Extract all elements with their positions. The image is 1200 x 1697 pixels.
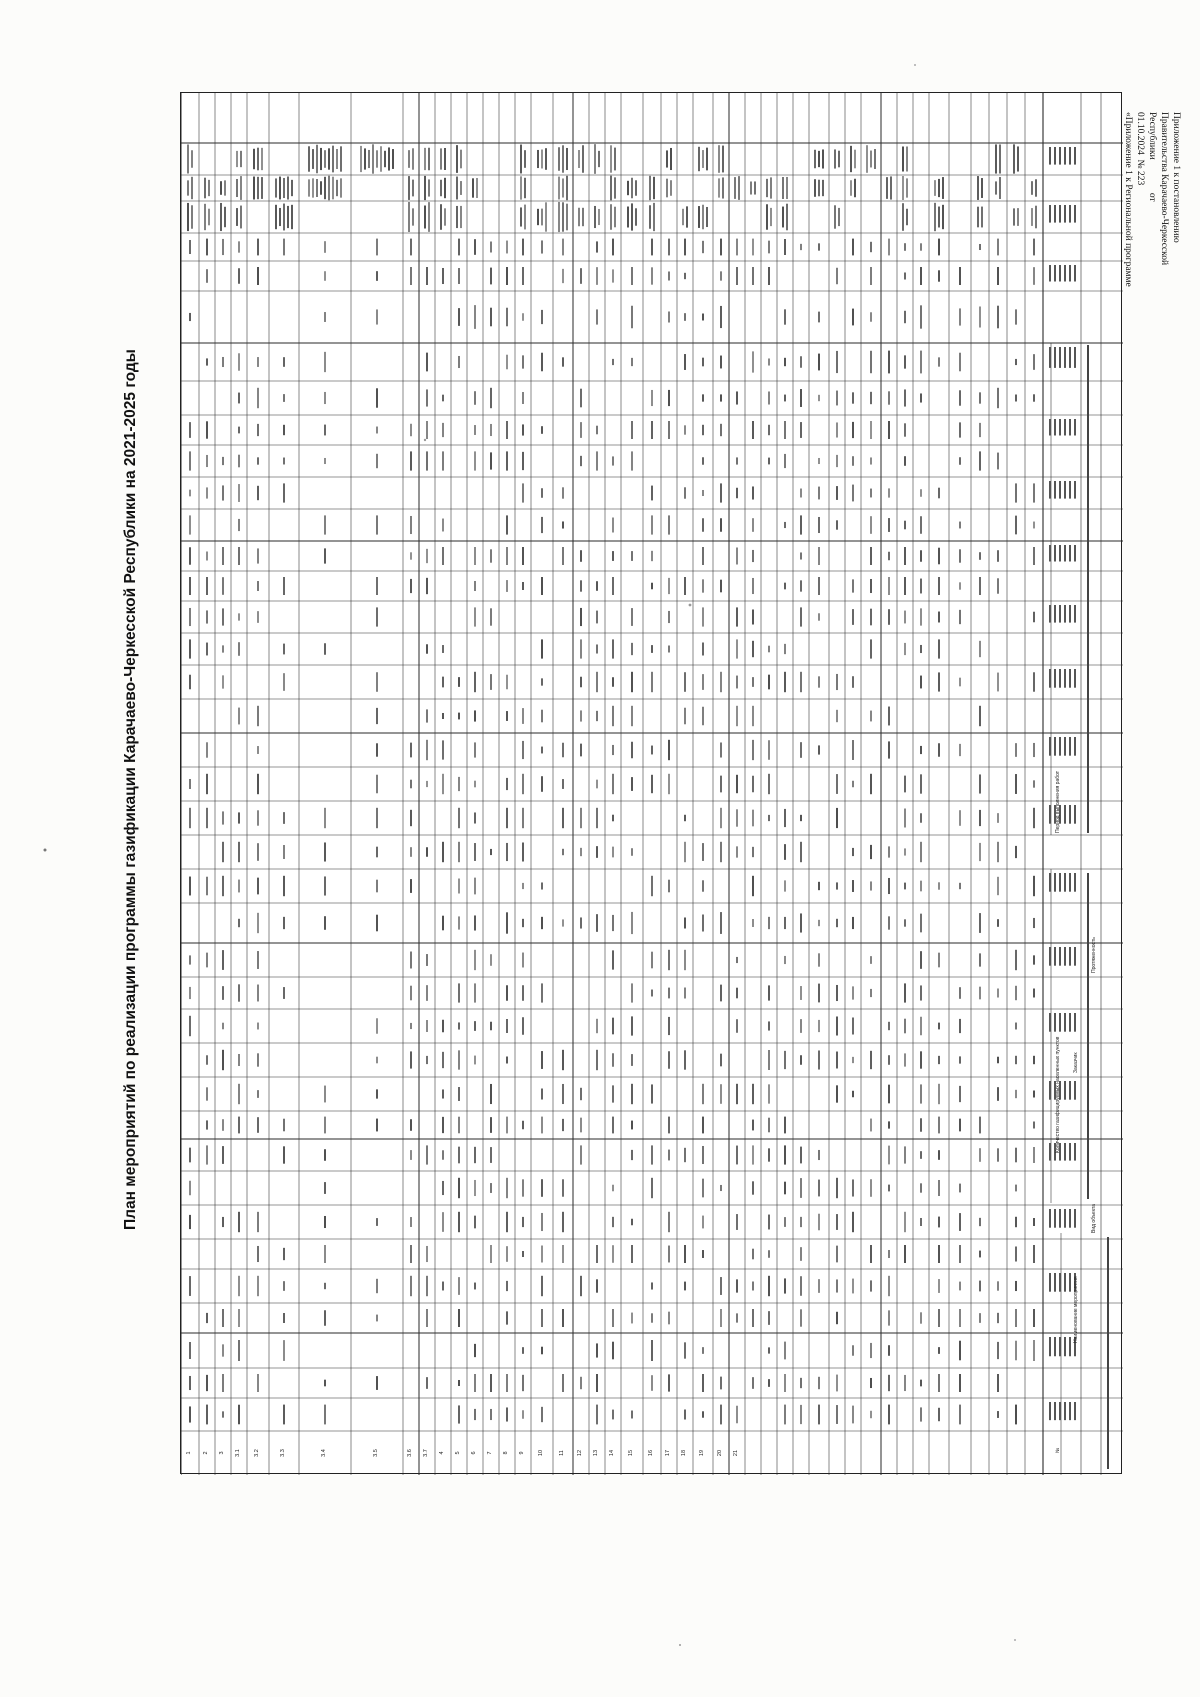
row-number: 5 (455, 1451, 461, 1455)
row-number: 17 (665, 1449, 671, 1457)
row-number: 7 (487, 1451, 493, 1455)
row-number: 3.6 (407, 1449, 413, 1457)
row-number: 11 (559, 1450, 565, 1456)
row-number: 13 (593, 1449, 599, 1457)
row-number: 1 (186, 1451, 192, 1455)
header-label: Заказчик (1073, 1052, 1079, 1073)
row-number: 12 (577, 1449, 583, 1457)
header-label: Наименование мероприятия (1073, 1276, 1079, 1343)
row-number: 3 (219, 1451, 225, 1455)
row-number: 6 (471, 1451, 477, 1455)
row-number: 20 (717, 1449, 723, 1457)
header-label: Вид объекта (1091, 1203, 1097, 1233)
row-number: 8 (503, 1451, 509, 1455)
header-label: Количество газифицируемых населенных пунктов (1055, 1036, 1061, 1153)
row-number: 3.7 (423, 1449, 429, 1457)
row-number: 3.4 (321, 1449, 327, 1457)
row-number: 4 (439, 1451, 445, 1455)
header-label: Протяженность (1091, 937, 1097, 973)
row-number: 3.3 (280, 1449, 286, 1457)
row-number: 10 (538, 1449, 544, 1457)
header-label: № (1055, 1447, 1061, 1453)
row-number: 19 (699, 1449, 705, 1457)
row-number: 9 (519, 1451, 525, 1455)
row-number: 14 (609, 1449, 615, 1457)
row-number: 2 (203, 1451, 209, 1455)
document-title: План мероприятий по реализации программы газификации Карачаево-Черкесской Республики на 2021-2025 годы (122, 349, 139, 1230)
row-number: 18 (681, 1449, 687, 1457)
header-label: Период выполнения работ (1055, 770, 1061, 833)
row-number: 16 (648, 1449, 654, 1457)
row-number: 3.5 (373, 1449, 379, 1457)
row-number: 3.1 (235, 1449, 241, 1457)
appendix-note: Приложение 1 к постановлению Правительства Карачаево-Черкесской Республики от 01.10.2024 № 223 «Приложение 1 к Региональной программе (1123, 112, 1181, 287)
row-number: 15 (628, 1449, 634, 1457)
row-number: 3.2 (254, 1449, 260, 1457)
row-number: 21 (733, 1449, 739, 1457)
